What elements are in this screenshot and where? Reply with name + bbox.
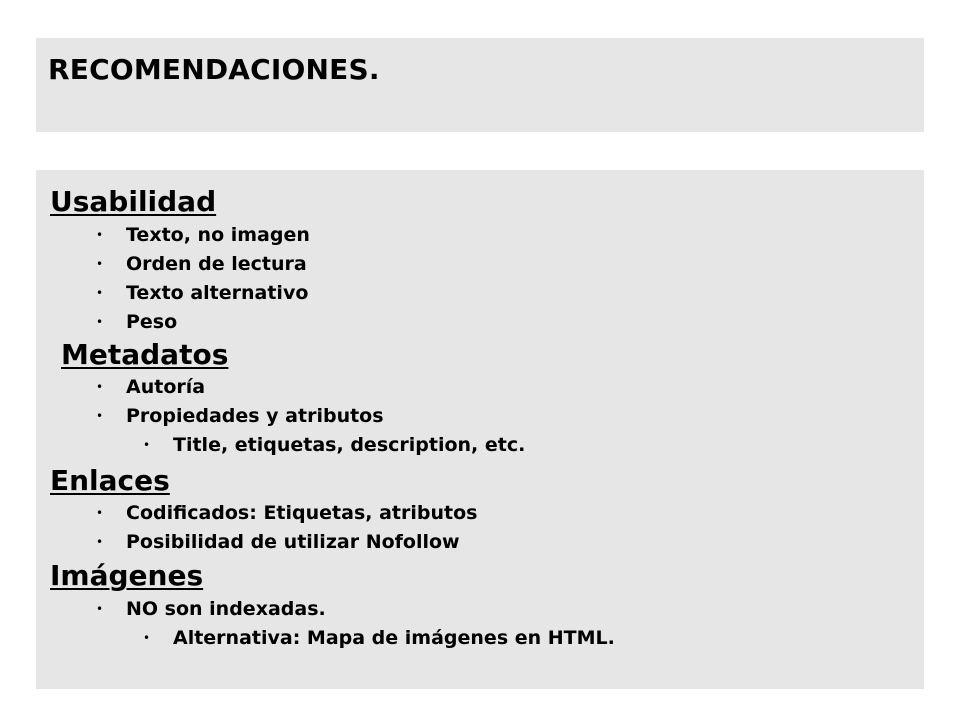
bullet-icon: •	[96, 257, 104, 271]
list-item-nested: Alternativa: Mapa de imágenes en HTML.	[173, 627, 615, 649]
content-panel	[36, 170, 924, 689]
list-item: Orden de lectura	[126, 253, 307, 275]
section-heading-usabilidad: Usabilidad	[50, 185, 217, 218]
list-item: Propiedades y atributos	[126, 405, 384, 427]
bullet-icon: •	[96, 602, 104, 616]
bullet-icon: •	[96, 315, 104, 329]
list-item: Posibilidad de utilizar Nofollow	[126, 531, 460, 553]
bullet-icon: •	[96, 535, 104, 549]
section-heading-metadatos: Metadatos	[61, 338, 229, 371]
list-item: Autoría	[126, 376, 206, 398]
bullet-icon: •	[96, 380, 104, 394]
section-heading-imagenes: Imágenes	[50, 559, 204, 592]
slide-title: RECOMENDACIONES.	[48, 53, 380, 86]
section-heading-enlaces: Enlaces	[50, 464, 170, 497]
list-item: Texto, no imagen	[126, 224, 310, 246]
list-item: NO son indexadas.	[126, 598, 326, 620]
list-item-nested: Title, etiquetas, description, etc.	[173, 434, 526, 456]
bullet-icon: •	[96, 286, 104, 300]
list-item: Texto alternativo	[126, 282, 309, 304]
title-panel	[36, 38, 924, 132]
bullet-icon: •	[143, 631, 151, 645]
list-item: Codificados: Etiquetas, atributos	[126, 502, 478, 524]
bullet-icon: •	[96, 506, 104, 520]
bullet-icon: •	[96, 228, 104, 242]
bullet-icon: •	[96, 409, 104, 423]
list-item: Peso	[126, 311, 178, 333]
bullet-icon: •	[143, 438, 151, 452]
